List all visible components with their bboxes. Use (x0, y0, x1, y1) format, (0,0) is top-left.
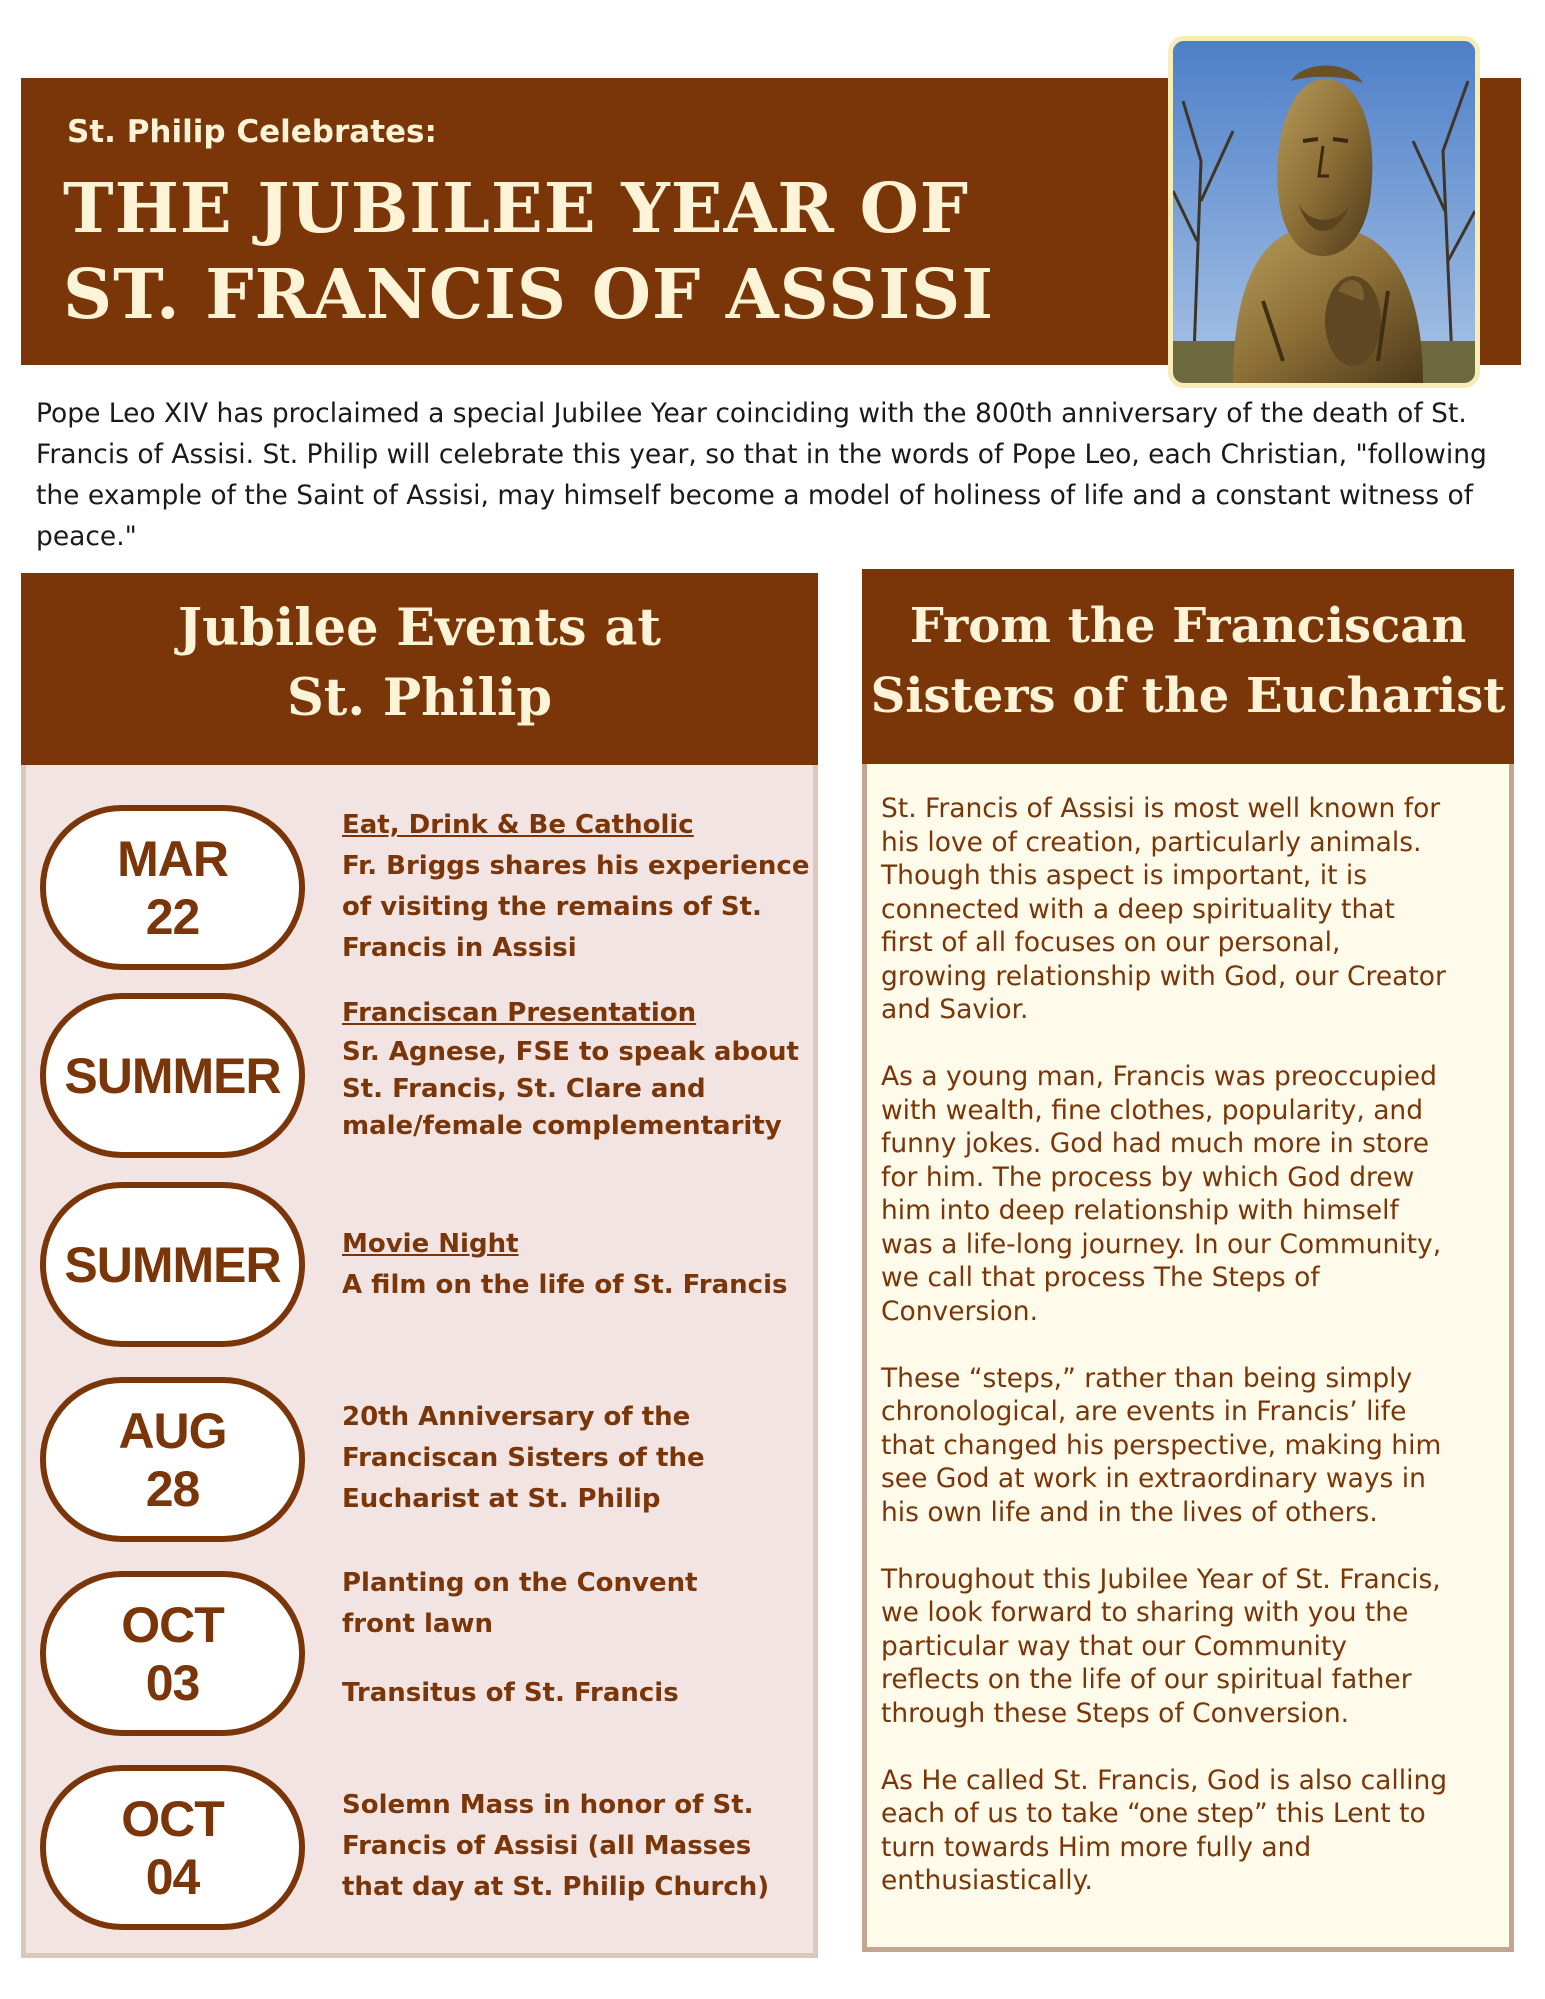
event-desc-line: front lawn (342, 1609, 493, 1639)
paragraph-line: enthusiastically. (881, 1865, 1093, 1896)
paragraph-line: chronological, are events in Francis’ life (881, 1396, 1407, 1427)
paragraph-line: As He called St. Francis, God is also calling (881, 1764, 1448, 1796)
statue-photo (1168, 36, 1480, 388)
paragraph-line: Though this aspect is important, it is (881, 860, 1368, 891)
page-title (63, 166, 994, 338)
paragraph-line: As a young man, Francis was preoccupied (881, 1061, 1437, 1092)
date-day: 22 (145, 888, 200, 945)
paragraph-line: his love of creation, particularly animals. (881, 826, 1422, 858)
events-panel (21, 765, 818, 1958)
date-pill (40, 1377, 305, 1542)
event-details (342, 1563, 812, 1714)
paragraph-line: reflects on the life of our spiritual father (881, 1664, 1412, 1695)
event-desc-line: St. Francis, St. Clare and (342, 1074, 706, 1104)
paragraph-line: St. Francis of Assisi is most well known for (881, 793, 1441, 824)
date-month: MAR (117, 830, 228, 887)
heading-line: Jubilee Events at (178, 598, 661, 658)
date-month: AUG (118, 1402, 227, 1459)
paragraph-line: growing relationship with God, our Creator (881, 960, 1446, 992)
date-day: 03 (145, 1654, 200, 1711)
sisters-panel (862, 764, 1514, 1952)
paragraph-line: we look forward to sharing with you the (881, 1597, 1409, 1628)
event-desc-line: that day at St. Philip Church) (342, 1872, 770, 1902)
sisters-paragraph (881, 1764, 1493, 1898)
sisters-paragraph (881, 1563, 1493, 1731)
event-desc-line: 20th Anniversary of the (342, 1402, 691, 1432)
paragraph-line: and Savior. (881, 994, 1029, 1025)
paragraph-line: These “steps,” rather than being simply (881, 1362, 1413, 1394)
paragraph-line: him into deep relationship with himself (881, 1195, 1399, 1226)
paragraph-line: was a life-long journey. In our Community, (881, 1228, 1442, 1260)
date-day: 04 (145, 1848, 200, 1905)
paragraph-line: we call that process The Steps of (881, 1262, 1320, 1293)
event-desc-line: Solemn Mass in honor of St. (342, 1790, 754, 1820)
date-pill (40, 1765, 305, 1930)
paragraph-line: for him. The process by which God drew (881, 1161, 1415, 1193)
paragraph-line: particular way that our Community (881, 1630, 1347, 1662)
event-details (342, 1397, 812, 1520)
event-desc-line: male/female complementarity (342, 1111, 782, 1141)
paragraph-line: connected with a deep spirituality that (881, 893, 1395, 925)
paragraph-line: turn towards Him more fully and (881, 1831, 1312, 1863)
date-month: OCT (121, 1790, 224, 1847)
paragraph-line: Throughout this Jubilee Year of St. Francis, (881, 1563, 1441, 1595)
event-desc-line: Fr. Briggs shares his experience (342, 851, 810, 881)
date-month: OCT (121, 1596, 224, 1653)
event-desc-line: Planting on the Convent (342, 1568, 698, 1598)
title-line: THE JUBILEE YEAR OF (63, 169, 970, 249)
paragraph-line: first of all focuses on our personal, (881, 927, 1341, 958)
title-line: ST. FRANCIS OF ASSISI (63, 255, 995, 335)
event-desc-line: of visiting the remains of St. (342, 892, 762, 922)
sisters-paragraph (881, 1362, 1493, 1530)
paragraph-line: funny jokes. God had much more in store (881, 1128, 1430, 1159)
heading-line: From the Franciscan (909, 598, 1467, 654)
event-title: Franciscan Presentation (342, 998, 697, 1028)
paragraph-line: Conversion. (881, 1295, 1038, 1327)
heading-line: St. Philip (286, 668, 553, 728)
event-details (342, 1224, 812, 1306)
event-title: Movie Night (342, 1229, 519, 1259)
date-pill (40, 993, 305, 1158)
intro-paragraph: Pope Leo XIV has proclaimed a special Jubilee Year coinciding with the 800th anniversary of the death of St. Francis of Assisi. St. Philip will celebrate this year, so that in the words of Pope Leo, each Christian, "following the example of the Saint of Assisi, may himself become a model of holiness of life and a constant witness of peace." (36, 398, 1487, 552)
sisters-heading (862, 569, 1514, 764)
date-day: 28 (145, 1460, 200, 1517)
paragraph-line: that changed his perspective, making him (881, 1429, 1442, 1461)
event-desc-line: Transitus of St. Francis (342, 1678, 679, 1708)
paragraph-line: with wealth, fine clothes, popularity, and (881, 1094, 1424, 1126)
date-season: SUMMER (64, 1047, 281, 1104)
date-pill (40, 805, 305, 970)
paragraph-line: his own life and in the lives of others. (881, 1496, 1378, 1528)
event-desc-line: Francis of Assisi (all Masses (342, 1831, 752, 1861)
event-desc-line: Sr. Agnese, FSE to speak about (342, 1037, 799, 1067)
date-pill (40, 1571, 305, 1736)
date-season: SUMMER (64, 1236, 281, 1293)
event-title: Eat, Drink & Be Catholic (342, 810, 694, 840)
event-details (342, 1785, 812, 1908)
event-desc-line: A film on the life of St. Francis (342, 1270, 788, 1300)
events-heading (21, 573, 818, 765)
paragraph-line: see God at work in extraordinary ways in (881, 1463, 1426, 1494)
event-details (342, 993, 812, 1145)
kicker: St. Philip Celebrates: (67, 114, 437, 150)
date-pill (40, 1182, 305, 1347)
sisters-paragraph (881, 1060, 1493, 1328)
paragraph-line: through these Steps of Conversion. (881, 1697, 1350, 1729)
event-desc-line: Eucharist at St. Philip (342, 1484, 661, 1514)
paragraph-line: each of us to take “one step” this Lent to (881, 1798, 1426, 1829)
event-desc-line: Francis in Assisi (342, 933, 577, 963)
event-details (342, 805, 812, 969)
event-desc-line: Franciscan Sisters of the (342, 1443, 705, 1473)
heading-line: Sisters of the Eucharist (870, 668, 1506, 724)
sisters-paragraph (881, 792, 1493, 1027)
